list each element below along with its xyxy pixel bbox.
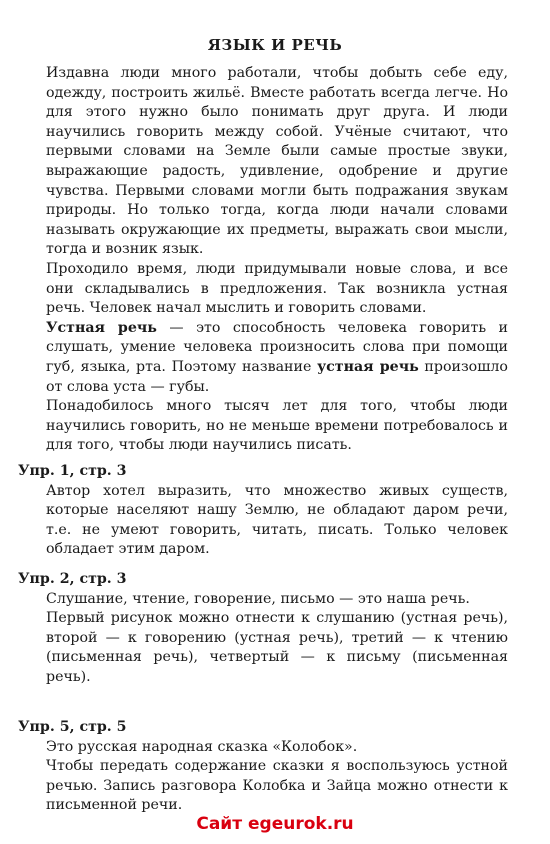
oral-speech-paragraph bbox=[46, 319, 508, 397]
exercise-paragraph: Чтобы передать содержание сказки я воспользуюсь устной речью. Запись разговора Колобка и Зайца можно отнести к письменной речи. bbox=[46, 758, 508, 814]
intro-text bbox=[46, 64, 508, 456]
intro-paragraph-1: Издавна люди много работали, чтобы добыть себе еду, одежду, построить жильё. Вместе работать всегда легче. Но для этого нужно было понимать друг друга. И люди научились говорить между собой. Учёные считают, что первыми словами на Земле были самые простые звуки, выражающие радость, удивление, одобрение и другие чувства. Первыми словами могли быть подражания звукам природы. Но только тогда, когда люди начали словами называть окружающие их предметы, выражать свои мысли, тогда и возник язык. bbox=[46, 65, 508, 258]
exercise-1 bbox=[18, 462, 508, 560]
exercise-heading: Упр. 1, стр. 3 bbox=[18, 463, 127, 479]
oral-speech-text-1: — это способность человека говорить и слушать, умение человека произносить слова при помощи губ, языка, рта. Поэтому название bbox=[46, 319, 508, 375]
exercise-heading: Упр. 2, стр. 3 bbox=[18, 571, 127, 587]
exercise-paragraph: Это русская народная сказка «Колобок». bbox=[46, 738, 358, 755]
exercise-paragraph: Слушание, чтение, говорение, письмо — это наша речь. bbox=[46, 590, 470, 607]
page-title: ЯЗЫК И РЕЧЬ bbox=[207, 36, 343, 54]
exercise-paragraph: Автор хотел выразить, что множество живых существ, которые населяют нашу Землю, не обладают даром речи, т.е. не умеют говорить, читать, писать. Только человек обладает этим даром. bbox=[46, 482, 508, 558]
intro-paragraph-4: Понадобилось много тысяч лет для того, чтобы люди научились говорить, но не меньше времени потребовалось и для того, чтобы люди научились писать. bbox=[46, 398, 508, 454]
exercise-2 bbox=[18, 570, 508, 688]
exercise-5 bbox=[18, 718, 508, 816]
exercise-paragraph: Первый рисунок можно отнести к слушанию (устная речь), второй — к говорению (устная речь), третий — к чтению (письменная речь), четвертый — к письму (письменная речь). bbox=[46, 610, 508, 685]
oral-speech-text-2: произошло от слова уста — губы. bbox=[46, 358, 508, 395]
term-oral-speech-2: устная речь bbox=[317, 358, 419, 375]
exercise-heading: Упр. 5, стр. 5 bbox=[18, 719, 127, 735]
site-watermark: Сайт egeurok.ru bbox=[196, 814, 354, 834]
term-oral-speech: Устная речь bbox=[46, 319, 157, 336]
intro-paragraph-2: Проходило время, люди придумывали новые слова, и все они складывались в предложения. Так возникла устная речь. Человек начал мыслить и говорить словами. bbox=[46, 260, 508, 317]
